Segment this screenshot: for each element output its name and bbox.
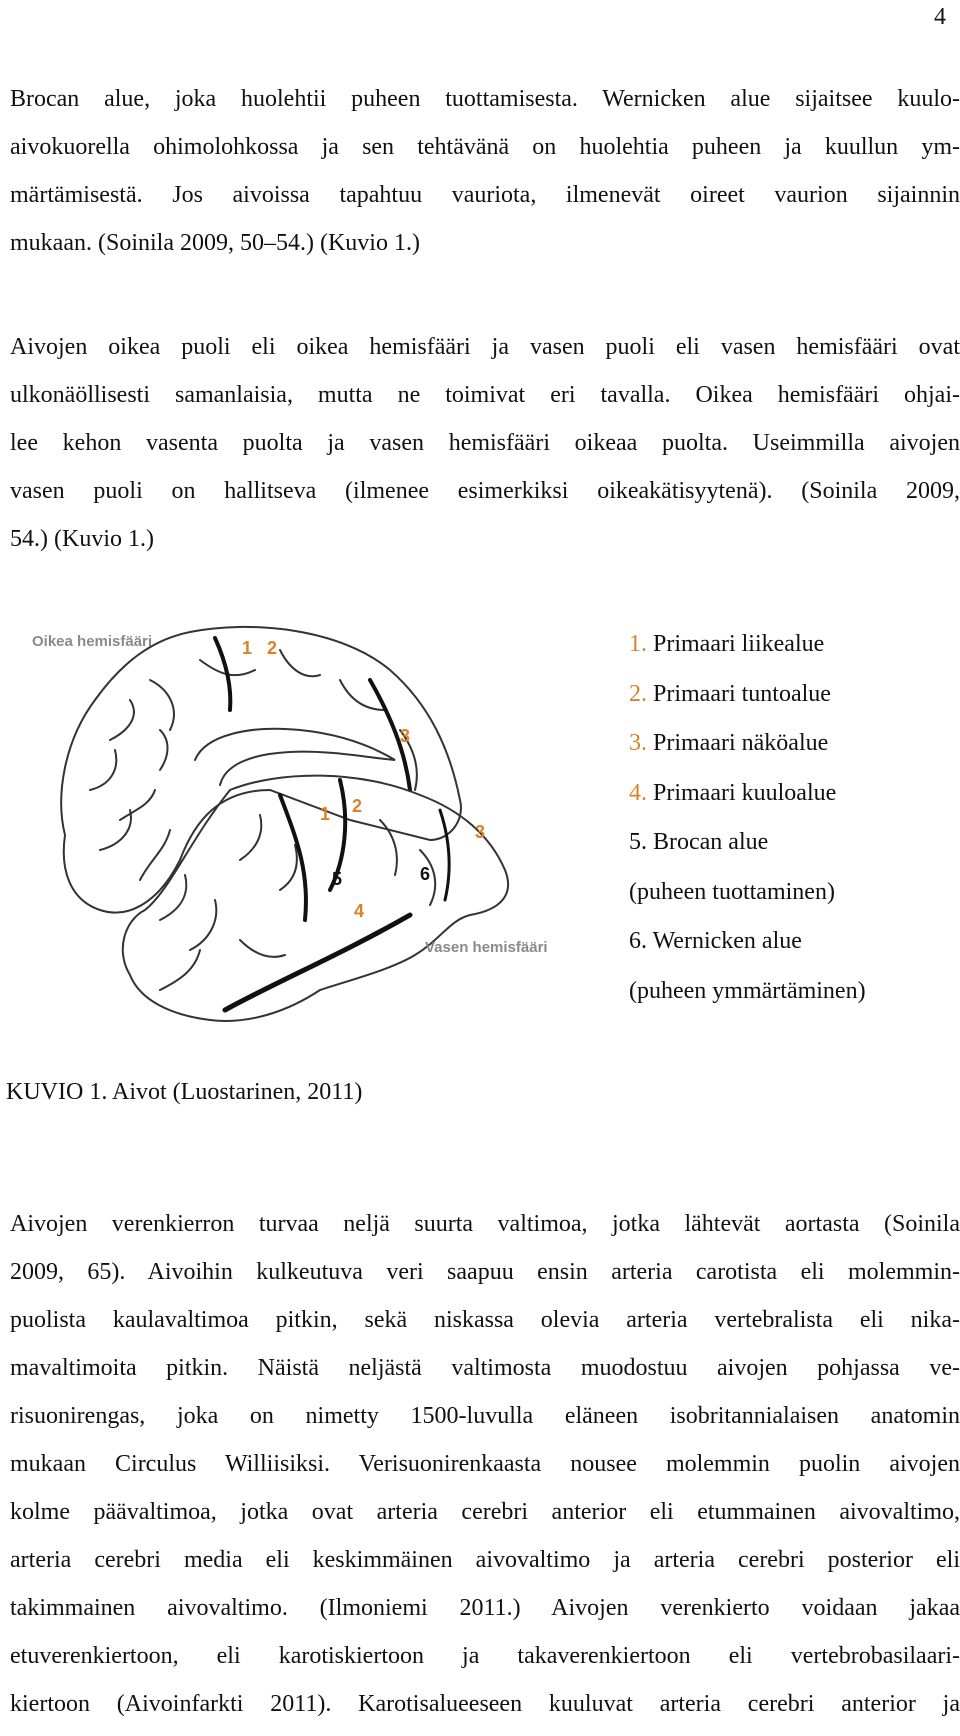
region-number: 1 [320,804,331,824]
legend-item: 1. Primaari liikealue [629,631,825,657]
lower-brain-outline [123,776,508,1021]
region-number: 2 [267,638,278,658]
legend-item: 4. Primaari kuuloalue [629,779,837,806]
legend-item: 3. Primaari näköalue [629,730,829,756]
legend-item: 2. Primaari tuntoalue [629,680,831,707]
figure-legend [629,620,866,1016]
text-line: mavaltimoita pitkin. Näistä neljästä valtimosta muodostuu aivojen pohjassa ve- [10,1355,960,1381]
text-line: etuverenkiertoon, eli karotiskiertoon ja takaverenkiertoon eli vertebrobasilaari- [10,1643,960,1669]
text-line: ulkonäöllisesti samanlaisia, mutta ne toimivat eri tavalla. Oikea hemisfääri ohjai- [10,382,960,408]
upper-brain-outline [61,627,461,913]
text-line: Aivojen oikea puoli eli oikea hemisfääri ja vasen puoli eli vasen hemisfääri ovat [10,334,960,360]
region-number: 5 [332,869,343,889]
text-line: kiertoon (Aivoinfarkti 2011). Karotisalueeseen kuuluvat arteria cerebri anterior ja [10,1691,960,1717]
page-number: 4 [934,4,946,30]
text-line: Brocan alue, joka huolehtii puheen tuottamisesta. Wernicken alue sijaitsee kuulo- [10,86,960,112]
text-line: lee kehon vasenta puolta ja vasen hemisfääri oikeaa puolta. Useimmilla aivojen [10,430,960,456]
paragraph-3 [10,1200,960,1728]
legend-item: 6. Wernicken alue [629,928,802,954]
text-line: 2009, 65). Aivoihin kulkeutuva veri saapuu ensin arteria carotista eli molemmin- [10,1259,960,1285]
text-line: puolista kaulavaltimoa pitkin, sekä niskassa olevia arteria vertebralista eli nika- [10,1307,960,1333]
text-line: 54.) (Kuvio 1.) [10,526,154,552]
region-number: 1 [242,638,253,658]
legend-item: (puheen ymmärtäminen) [629,977,866,1004]
paragraph-2 [10,323,960,563]
text-line: arteria cerebri media eli keskimmäinen aivovaltimo ja arteria cerebri posterior eli [10,1547,960,1573]
text-line: Aivojen verenkierron turvaa neljä suurta valtimoa, jotka lähtevät aortasta (Soinila [10,1211,960,1237]
text-line: märtämisestä. Jos aivoissa tapahtuu vauriota, ilmenevät oireet vaurion sijainnin [10,182,960,208]
text-line: risuonirengas, joka on nimetty 1500-luvulla eläneen isobritannialaisen anatomin [10,1403,960,1429]
left-hemisphere-label: Vasen hemisfääri [425,939,548,956]
paragraph-1 [10,75,960,267]
figure-caption: KUVIO 1. Aivot (Luostarinen, 2011) [6,1079,363,1105]
brain-figure [20,620,630,1032]
region-number: 2 [352,796,363,816]
right-hemisphere-label: Oikea hemisfääri [32,633,153,650]
legend-item: (puheen tuottaminen) [629,878,835,905]
region-number: 6 [420,864,431,884]
region-number: 3 [400,726,411,746]
legend-item: 5. Brocan alue [629,829,769,855]
region-number: 3 [475,822,486,842]
region-number: 4 [354,901,365,921]
text-line: mukaan Circulus Williisiksi. Verisuonirenkaasta nousee molemmin puolin aivojen [10,1451,960,1477]
text-line: aivokuorella ohimolohkossa ja sen tehtävänä on huolehtia puheen ja kuullun ym- [10,134,960,160]
text-line: takimmainen aivovaltimo. (Ilmoniemi 2011.) Aivojen verenkierto voidaan jakaa [10,1595,960,1621]
text-line: vasen puoli on hallitseva (ilmenee esimerkiksi oikeakätisyytenä). (Soinila 2009, [10,478,960,504]
text-line: mukaan. (Soinila 2009, 50–54.) (Kuvio 1.) [10,230,420,256]
text-line: kolme päävaltimoa, jotka ovat arteria cerebri anterior eli etummainen aivovaltimo, [10,1499,960,1525]
